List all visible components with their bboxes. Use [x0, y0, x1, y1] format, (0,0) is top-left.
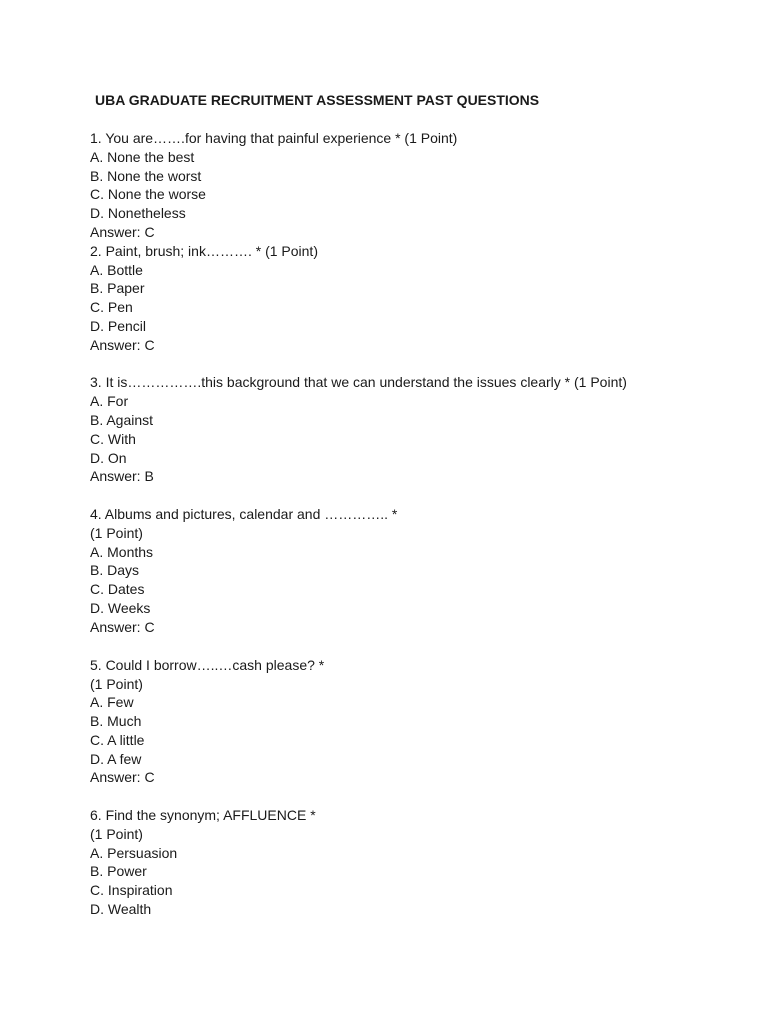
question-1-answer: Answer: C: [90, 224, 155, 240]
question-6-points: (1 Point): [90, 826, 143, 842]
question-5-answer: Answer: C: [90, 769, 155, 785]
question-4-option-b: B. Days: [90, 562, 140, 578]
question-2-option-b: B. Paper: [90, 280, 145, 296]
question-2-option-c: C. Pen: [90, 299, 133, 315]
question-6-option-c: C. Inspiration: [90, 882, 173, 898]
question-4-option-a: A. Months: [90, 544, 154, 560]
question-1-option-a: A. None the best: [90, 149, 195, 165]
document-title: UBA GRADUATE RECRUITMENT ASSESSMENT PAST QUESTIONS: [95, 92, 540, 108]
question-5-option-a: A. Few: [90, 694, 134, 710]
question-2-option-a: A. Bottle: [90, 262, 143, 278]
question-3-text: 3. It is…………….this background that we can understand the issues clearly * (1 Point): [90, 374, 627, 390]
question-6-option-b: B. Power: [90, 863, 147, 879]
question-3-answer: Answer: B: [90, 468, 154, 484]
question-3-option-d: D. On: [90, 450, 127, 466]
question-1-option-c: C. None the worse: [90, 186, 206, 202]
question-4-text: 4. Albums and pictures, calendar and ………….. *: [90, 506, 398, 522]
question-6-option-a: A. Persuasion: [90, 845, 178, 861]
question-5-points: (1 Point): [90, 676, 143, 692]
question-5-text: 5. Could I borrow…..…cash please? *: [90, 657, 325, 673]
question-3-option-a: A. For: [90, 393, 129, 409]
question-2-option-d: D. Pencil: [90, 318, 147, 334]
question-5-option-d: D. A few: [90, 751, 142, 767]
question-1-option-d: D. Nonetheless: [90, 205, 186, 221]
question-6-text: 6. Find the synonym; AFFLUENCE *: [90, 807, 316, 823]
question-6-option-d: D. Wealth: [90, 901, 152, 917]
question-1-text: 1. You are…….for having that painful experience * (1 Point): [90, 130, 458, 146]
question-4-answer: Answer: C: [90, 619, 155, 635]
question-2-answer: Answer: C: [90, 337, 155, 353]
question-4-points: (1 Point): [90, 525, 143, 541]
question-4-option-d: D. Weeks: [90, 600, 151, 616]
question-2-text: 2. Paint, brush; ink………. * (1 Point): [90, 243, 318, 259]
question-3-option-b: B. Against: [90, 412, 154, 428]
question-4-option-c: C. Dates: [90, 581, 145, 597]
question-1-option-b: B. None the worst: [90, 168, 202, 184]
question-5-option-c: C. A little: [90, 732, 145, 748]
question-5-option-b: B. Much: [90, 713, 142, 729]
question-3-option-c: C. With: [90, 431, 136, 447]
